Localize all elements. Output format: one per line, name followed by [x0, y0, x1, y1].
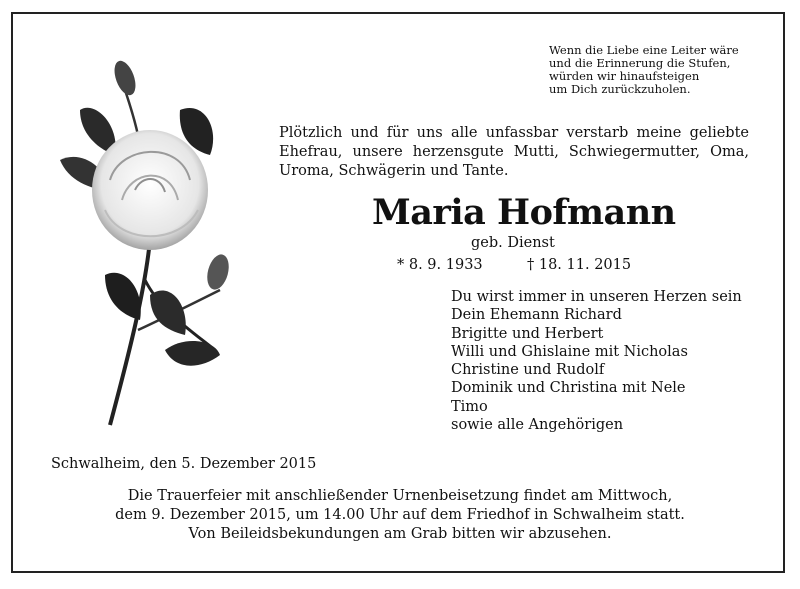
death-date: † 18. 11. 2015 — [527, 257, 632, 273]
poem-line: um Dich zurückzuholen. — [549, 82, 691, 96]
rose-illustration — [50, 50, 260, 435]
mourners-line: Dominik und Christina mit Nele — [451, 380, 686, 397]
mourners-line: Timo — [451, 398, 488, 415]
service-line: dem 9. Dezember 2015, um 14.00 Uhr auf dem Friedhof in Schwalheim statt. — [115, 507, 685, 523]
service-information — [60, 487, 740, 544]
poem-line: würden wir hinaufsteigen — [549, 69, 700, 83]
maiden-name: geb. Dienst — [471, 235, 555, 251]
mourners-line: Christine und Rudolf — [451, 362, 605, 379]
service-line: Die Trauerfeier mit anschließender Urnenbeisetzung findet am Mittwoch, — [127, 488, 673, 504]
place-and-date: Schwalheim, den 5. Dezember 2015 — [51, 456, 317, 472]
mourners-list — [451, 288, 742, 434]
deceased-name: Maria Hofmann — [372, 192, 676, 233]
service-line: Von Beileidsbekundungen am Grab bitten wir abzusehen. — [188, 526, 612, 542]
mourners-line: Willi und Ghislaine mit Nicholas — [451, 343, 688, 360]
mourners-line: Du wirst immer in unseren Herzen sein — [451, 289, 742, 305]
mourners-line: Dein Ehemann Richard — [451, 307, 622, 324]
announcement-text: Plötzlich und für uns alle unfassbar verstarb meine geliebte Ehefrau, unsere herzensgute Mutti, Schwiegermutter, Oma, Uroma, Schwägerin und Tante. — [279, 125, 749, 179]
mourners-line: Brigitte und Herbert — [451, 325, 604, 342]
epigraph-poem — [549, 44, 739, 96]
birth-date: * 8. 9. 1933 — [397, 257, 483, 273]
poem-line: und die Erinnerung die Stufen, — [549, 56, 731, 70]
poem-line: Wenn die Liebe eine Leiter wäre — [549, 43, 739, 57]
mourners-line: sowie alle Angehörigen — [451, 417, 624, 434]
